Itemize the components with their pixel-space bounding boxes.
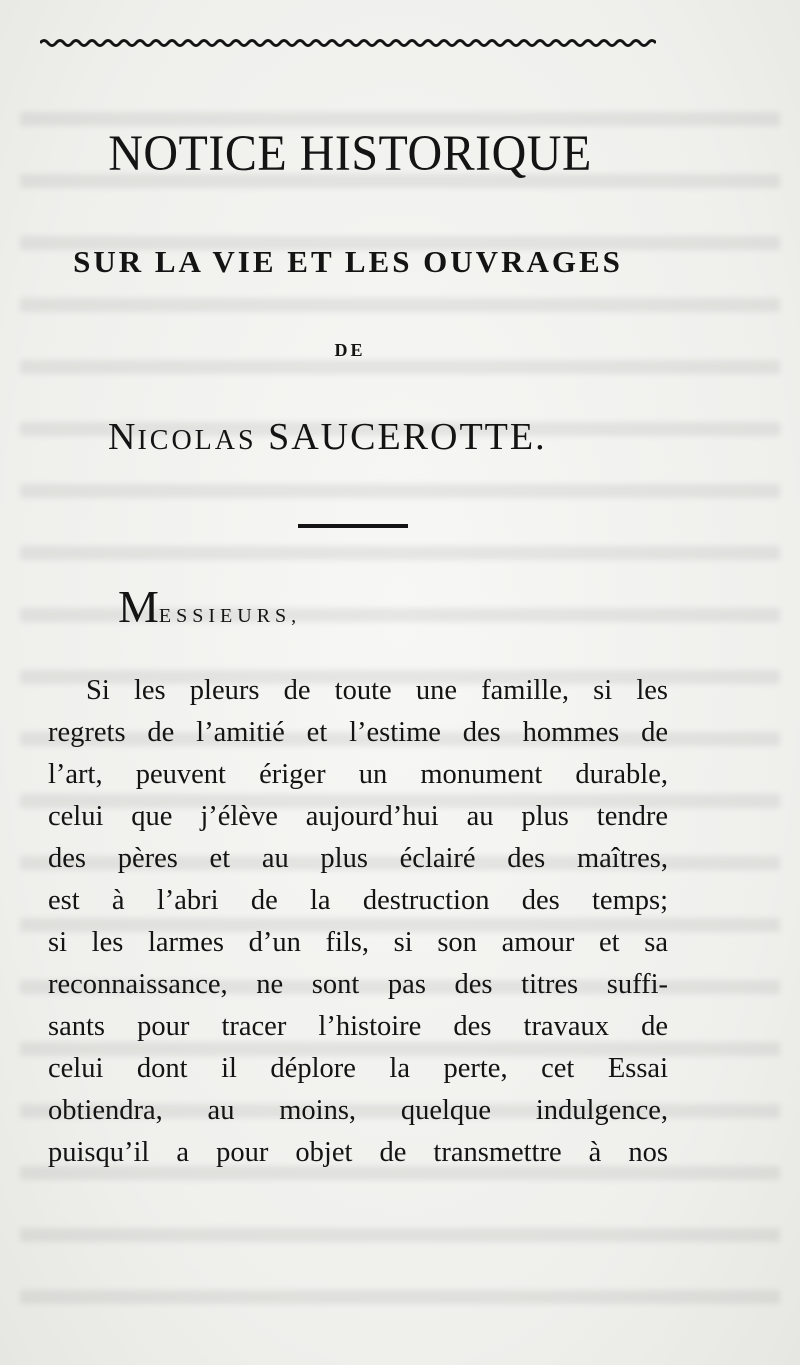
text-line: reconnaissance, ne sont pas des titres suffi- (48, 969, 668, 1000)
section-divider (298, 524, 408, 528)
surname: SAUCEROTTE. (268, 416, 547, 458)
text-line: celui que j’élève aujourd’hui au plus tendre (48, 801, 668, 832)
text-line: si les larmes d’un fils, si son amour et sa (48, 927, 668, 958)
page-title: NOTICE HISTORIQUE (108, 125, 592, 182)
text-line: l’art, peuvent ériger un monument durable, (48, 759, 668, 790)
text-line: puisqu’il a pour objet de transmettre à nos (48, 1137, 668, 1168)
salutation-initial: M (118, 581, 159, 632)
page-subtitle: SUR LA VIE ET LES OUVRAGES (73, 244, 623, 279)
body-paragraph (48, 670, 668, 1174)
text-line: sants pour tracer l’histoire des travaux de (48, 1011, 668, 1042)
author-name (108, 418, 608, 456)
name-initial: N (108, 416, 138, 458)
salutation (118, 581, 518, 632)
salutation-rest: ESSIEURS, (158, 605, 302, 627)
text-line: Si les pleurs de toute une famille, si les (86, 675, 668, 706)
text-line: des pères et au plus éclairé des maîtres, (48, 843, 668, 874)
text-line: regrets de l’amitié et l’estime des hommes de (48, 717, 668, 748)
name-rest: ICOLAS (137, 425, 257, 456)
ornamental-rule-top (40, 37, 656, 49)
text-line: est à l’abri de la destruction des temps; (48, 885, 668, 916)
text-line: obtiendra, au moins, quelque indulgence, (48, 1095, 668, 1126)
text-line: celui dont il déplore la perte, cet Essai (48, 1053, 668, 1084)
connector-de: DE (334, 340, 366, 360)
